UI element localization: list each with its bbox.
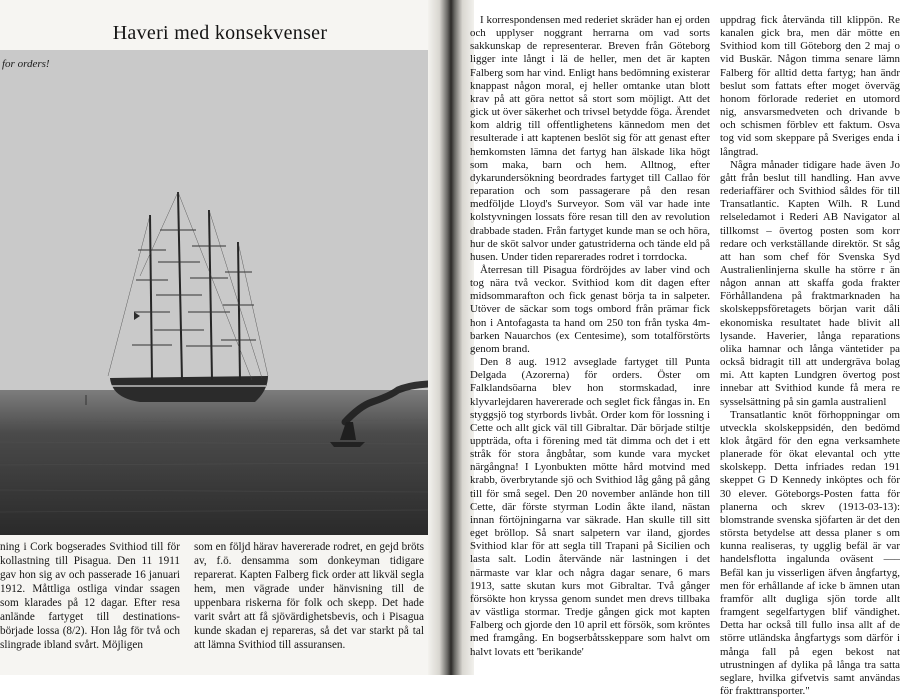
paragraph: Transatlantic knöt förhoppningar om utveckla skolskeppsidén, den bedömd klok åtgärd för den egna verksamhete planerade för ökat elevantal och ytte skolskepp. Detta infriades redan 191 skeppet G D Kennedy inköptes och för 30 elever. Göteborgs-Posten fatta för planerna och skrev (1913-03-13): blomstrande svenska sjöfarten är det den största betydelse att dessa planer s om kunna realiseras, ty ugglig befäl är var handelsflotta ingalunda oväsent ––– Befäl kan ju visserligen äfven ångfartyg, men för erhållande af icke b ämnen utan framför allt dugliga sjön torde allt framgent segelfartygen blif vändighet. Detta har också till fullo insa allt af de större utländska ångfartygs som därför i många fall på egen bekost nat utrustningen af dylika på långa tra satta seglare, hvilka gifvetvis samt användas för frakttransporter." [720,408,900,697]
article-title: Haveri med konsekvenser [112,22,328,44]
left-text-column-2 [194,540,424,652]
paragraph: som en följd härav havererade rodret, en gejd bröts av, f.ö. densamma som donkeyman tidigare reparerat. Kapten Falberg fick order att likväl segla hem, men vägrade under hänvisning till de uppenbara riskerna för folk och skepp. Det hade varit svårt att få sjövärdighetsbevis, och i Pisagua kunde skadan ej repareras, så det var starkt på tal att lämna Svithiod till assuransen. [194,541,424,651]
right-text-column-1 [470,14,710,659]
left-page [0,0,445,675]
photo-caption: for orders! [2,58,50,70]
paragraph: Den 8 aug. 1912 avseglade fartyget till Punta Delgada (Azorerna) för orders. Öster om Falklandsöarna blev hon stormskadad, inre klyvarlejdaren havererade och seglet fick fångas in. En styggsjö tog styrbords livbåt. Order kom för lossning i Cette och allt gick väl till Gibraltar. Där började stiltje uppträda, ofta i förening med tät dimma och det i ett stråk för stora ångbåtar, som kunde vara mycket närgångna! I Lyonbukten mötte hård motvind med krabb, överbrytande sjö och Svithiod låg gång på gång till för små segel. Den 20 november anlände hon till Cette, där förste styrman Lodin åkte iland, nästan innan förtöjningarna var säkrade. Han skulle till sitt eget bröllop. Så snart salpetern var iland, gjordes Svithiod klar för att segla till Trapani på Sicilien och lasta salt. Lodin återvände när lastningen i det närmaste var klar och några dagar senare, 6 mars 1913, satte skutan kurs mot Gibraltar. Två gånger försökte hon kryssa genom sundet men drevs tillbaka av västliga stormar. Tredje gången gick mot kapten Falberg och gjorde den 10 april ett försök, som kröntes med framgång. En bogserbåtsskeppare som halvt om halvt lovats ett 'berikande' [470,356,710,658]
left-text-column-1 [0,540,180,652]
book-gutter [428,0,474,675]
right-text-column-2 [720,14,900,698]
paragraph: Återresan till Pisagua fördröjdes av laber vind och tog nära två veckor. Svithiod kom dit dagen efter midsommarafton och fick genast börja ta in salpeter. Utöver de säckar som togs ombord från prämar fick hon i Antofagasta ta hand om 250 ton från tyska 4m-barken Nauarchos (ex Centesime), som totalförstörts genom brand. [470,263,710,355]
paragraph: I korrespondensen med rederiet skräder han ej orden och upplyser noggrant herrarna om vad sorts sakkunskap de representerar. Breven från Göteborg ligger inte långt i lä de heller, men det är kapten Falberg som har vind. Enligt hans bedömning existerar knappast någon moral, ej heller omtanke utan blott krav på att göra nettot så stort som möjligt. Att det gick ut över säkerhet och trivsel betydde föga. Ärendet kom aldrig till offentlighetens kännedom men det resulterade i att kaptenen beslöt sig för att genast efter hemkomsten lämna det fartyg han älskade lika högt som maka, barn och hem. Alltnog, efter dykarundersökning beordrades fartyget till Callao för reparation och som passagerare på den resan medföljde Lloyd's Surveyor. Som väl var hade inte kolstyvningen lossats före resan till den av revolution drabbade staden. Från fartyget kunde man se och höra, hur de sköt salvor under gatustriderna och tände eld på husen. Under tiden reparerades rodret i torrdocka. [470,14,710,263]
paragraph: uppdrag fick återvända till klippön. Re kanalen gick bra, men där mötte en Svithiod kom till Göteborg den 2 maj o vid Buskär. Någon timma senare lämn Falberg för alltid detta fartyg; han ändr beslut som fattats efter moget överväg honom förlorade rederiet en utomord nig, ansvarsmedveten och drivande b och schismen förblev ett faktum. Osva tog vid som skeppare på Sveriges enda i långtrad. [720,14,900,158]
paragraph: Några månader tidigare hade även Jo gått från beslut till handling. Han avve rederiaffärer och Svithiod såldes för till Transatlantic. Kapten Wilh. R Lund relseledamot i Rederi AB Navigator al tillkomst – övertog posten som korr redare och verkställande direktör. St såg att han som chef för Svenska Syd Australienlinjerna skulle ha större r än någon annan att skaffa goda frakter Förhållandena på fraktmarknaden ha skolskeppsföretagets början varit dåli ekonomiska resultatet hade blivit all lysande. Haverier, långa reparations olika hamnar och långa väntetider pa också bidragit till att undergräva bolag mi. Att kapten Lundgren övertog post innebar att Svithiod kunde få mera re sysselsättning på sin gamla australienl [720,158,900,408]
tall-ship-illustration [0,50,428,535]
ship-photo [0,50,428,535]
paragraph: ning i Cork bogserades Svithiod till för kollastning till Pisagua. Den 11 1911 gav hon sig av och passerade 16 januari 1912. Måttliga ostliga vindar ssagen som klarades på 12 dagar. Efter resa anlände fartyget till destinations- började lossa (8/2). Hon låg för två och slingrade ibland svårt. Möjligen [0,541,180,651]
